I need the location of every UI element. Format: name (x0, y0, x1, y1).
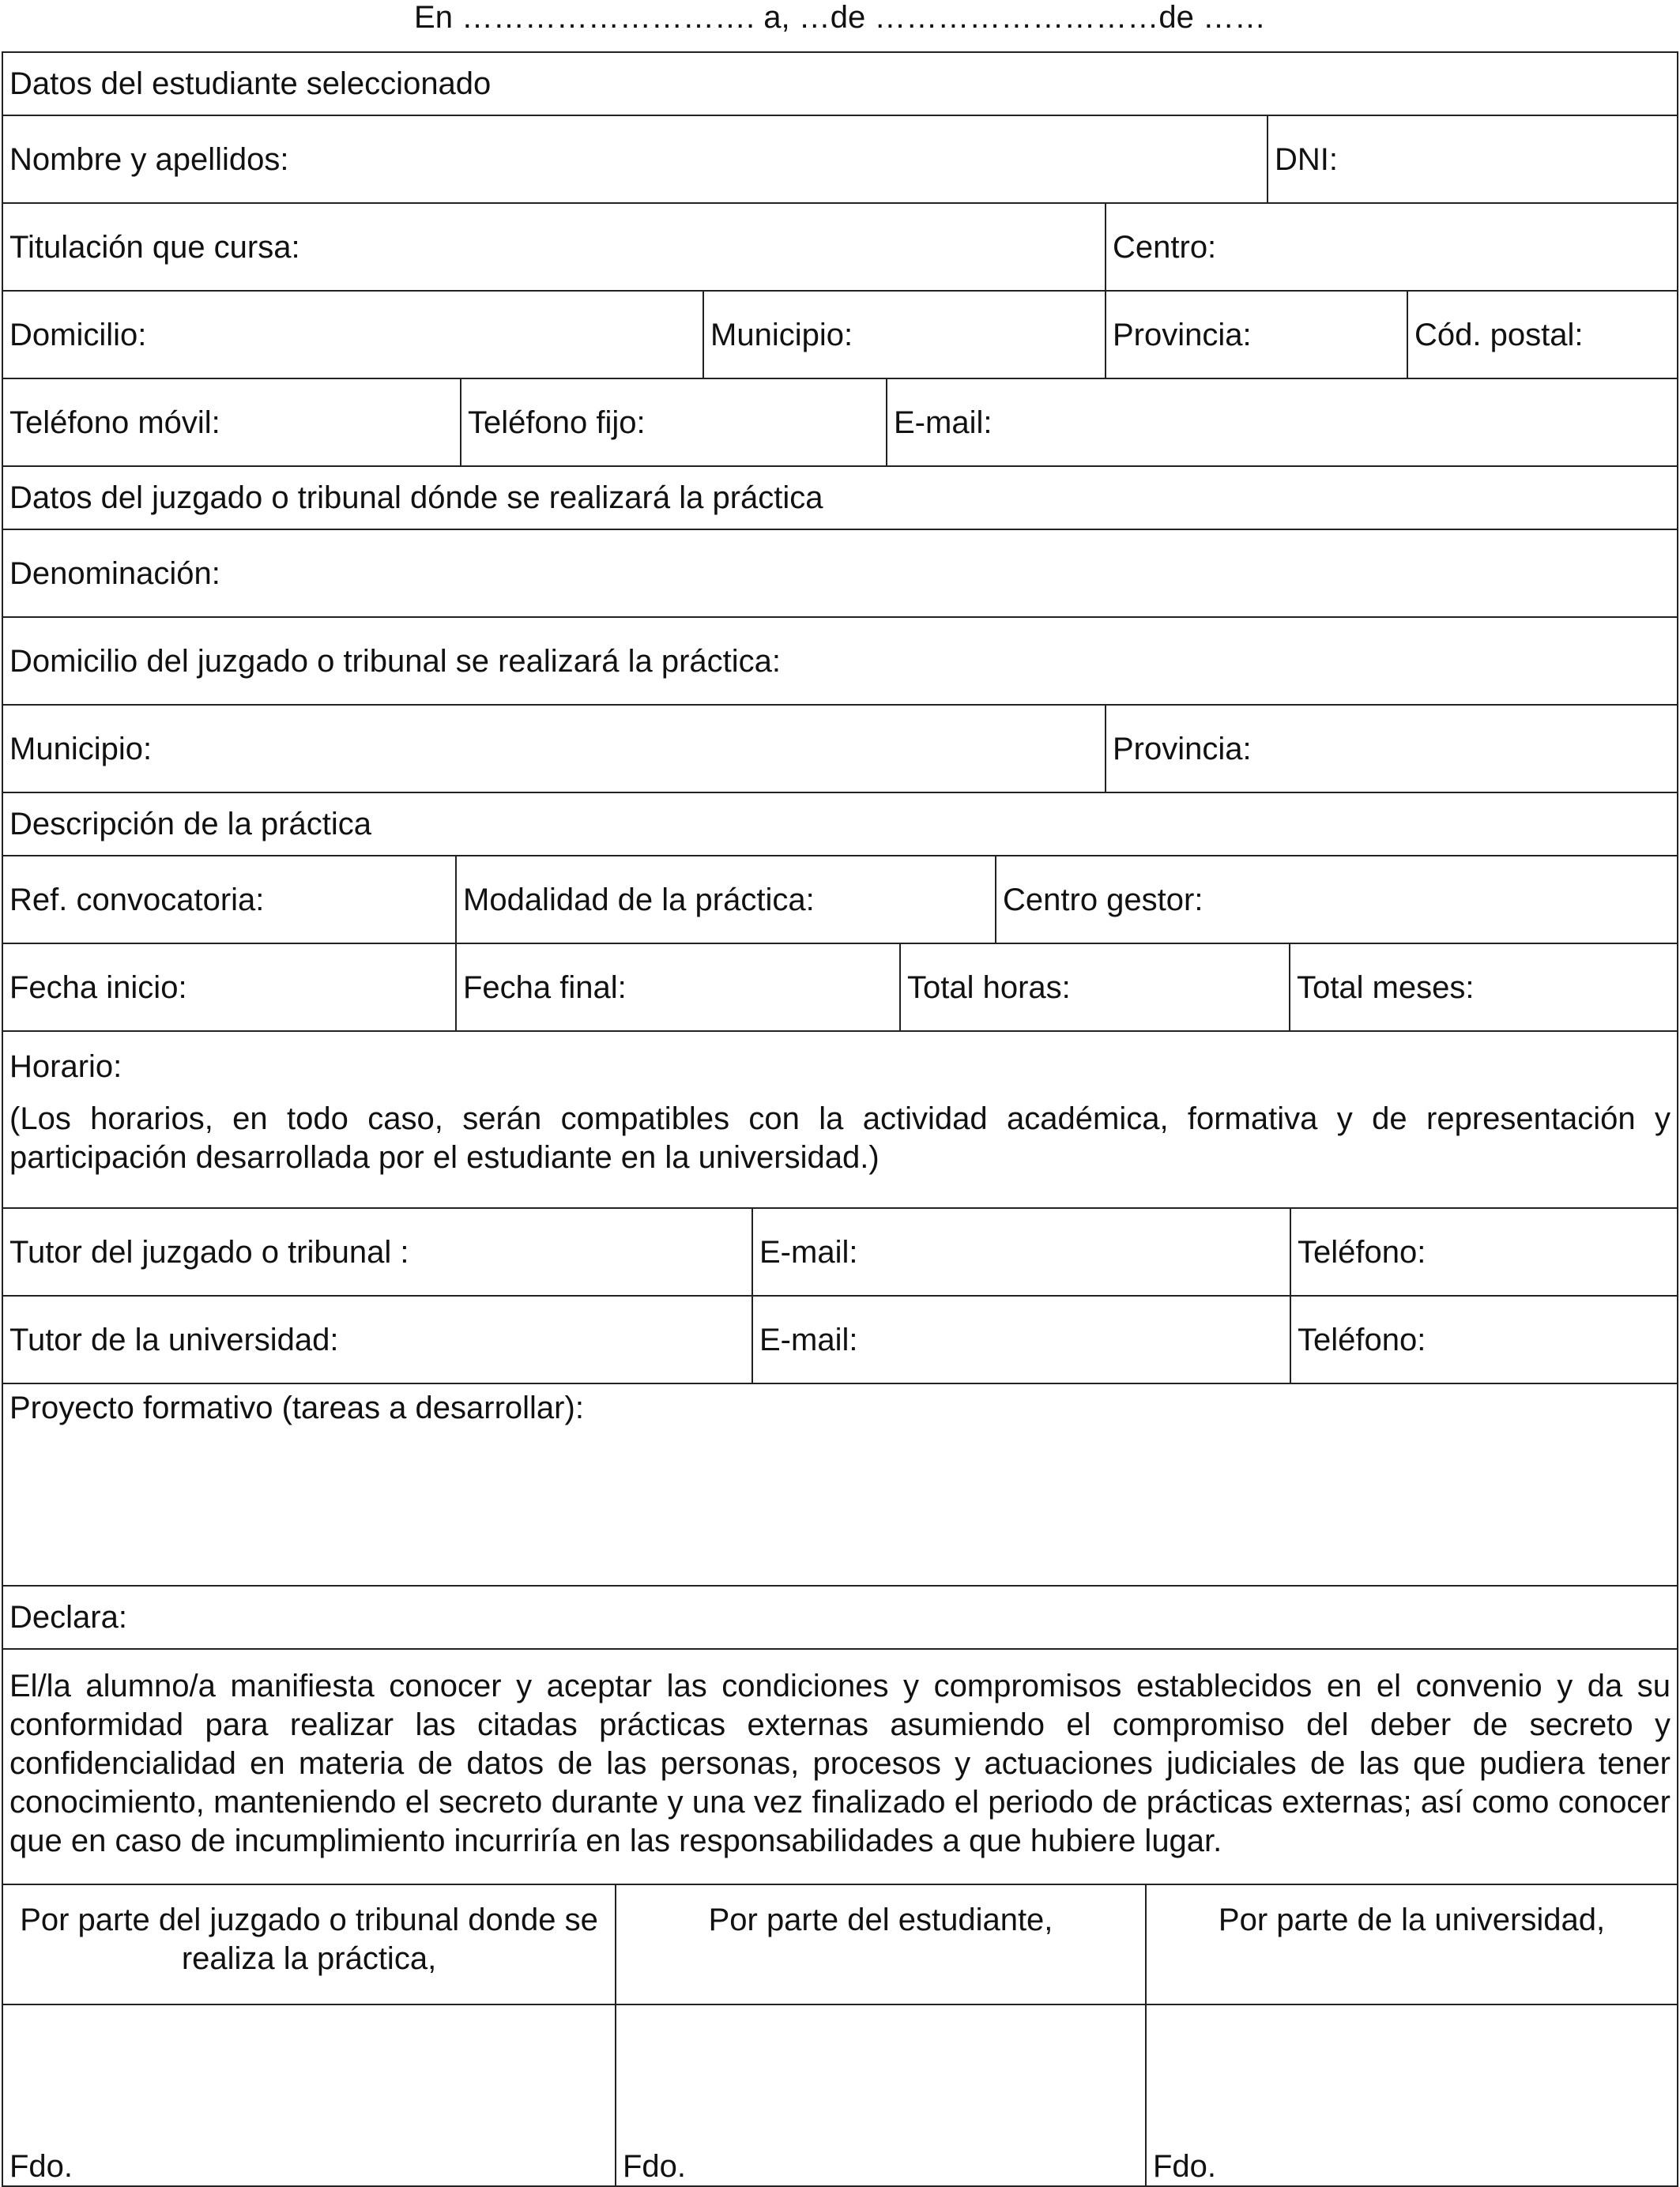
signature-court-box[interactable] (3, 2005, 615, 2185)
uni-tutor-email-field[interactable]: E-mail: (751, 1297, 1290, 1383)
project-field[interactable]: Proyecto formativo (tareas a desarrollar): (9, 1391, 584, 1425)
court-tutor-email-field[interactable]: E-mail: (751, 1209, 1290, 1295)
court-municipality-field[interactable]: Municipio: (9, 731, 153, 766)
student-postal-code-field[interactable]: Cód. postal: (1407, 292, 1677, 378)
student-province-field[interactable]: Provincia: (1105, 292, 1407, 378)
court-row-3 (2, 704, 1678, 793)
section-declare-header (2, 1585, 1678, 1650)
section-student-header (2, 51, 1678, 116)
declaration-row (2, 1648, 1678, 1885)
section-title-court: Datos del juzgado o tribunal dónde se realizará la práctica (9, 480, 823, 515)
student-email-field[interactable]: E-mail: (886, 379, 1677, 465)
project-row (2, 1383, 1678, 1587)
practice-row-1 (2, 855, 1678, 944)
signature-university-box[interactable] (1145, 2005, 1677, 2185)
signature-student-label: Por parte del estudiante, (615, 1885, 1145, 2004)
uni-tutor-field[interactable]: Tutor de la universidad: (9, 1322, 339, 1357)
student-row-2 (2, 202, 1678, 292)
practice-total-months-field[interactable]: Total meses: (1289, 944, 1677, 1030)
signature-court-label: Por parte del juzgado o tribunal donde se realiza la práctica, (20, 1903, 598, 1976)
section-title-declare: Declara: (9, 1600, 127, 1635)
signature-student-box[interactable] (615, 2005, 1145, 2185)
fdo-university: Fdo. (1153, 2149, 1217, 2184)
court-tutor-phone-field[interactable]: Teléfono: (1290, 1209, 1677, 1295)
section-court-header (2, 465, 1678, 530)
practice-start-date-field[interactable]: Fecha inicio: (9, 969, 187, 1005)
signature-university-label: Por parte de la universidad, (1145, 1885, 1677, 2004)
practice-form (2, 53, 1678, 2187)
uni-tutor-row (2, 1295, 1678, 1384)
student-dni-field[interactable]: DNI: (1267, 116, 1677, 202)
practice-total-hours-field[interactable]: Total horas: (899, 944, 1289, 1030)
student-municipality-field[interactable]: Municipio: (703, 292, 1105, 378)
section-title-student: Datos del estudiante seleccionado (9, 66, 492, 101)
uni-tutor-phone-field[interactable]: Teléfono: (1290, 1297, 1677, 1383)
practice-schedule-field[interactable] (3, 1032, 1677, 1207)
student-degree-field[interactable]: Titulación que cursa: (9, 229, 300, 265)
student-address-field[interactable]: Domicilio: (9, 317, 147, 352)
fdo-court: Fdo. (9, 2149, 73, 2184)
fdo-student: Fdo. (623, 2149, 687, 2184)
schedule-label: Horario: (9, 1049, 122, 1084)
signature-body-row (2, 2004, 1678, 2187)
section-practice-header (2, 792, 1678, 856)
student-landline-field[interactable]: Teléfono fijo: (460, 379, 886, 465)
declaration-text: El/la alumno/a manifiesta conocer y aceptar las condiciones y compromisos establecidos en el convenio y da su conformidad para realizar las citadas prácticas externas asumiendo el compromiso del deber de secreto y confidencialidad en materia de datos de las personas, procesos y actuaciones judiciales de las que pudiera tener conocimiento, manteniendo el secreto durante y una vez finalizado el periodo de prácticas externas; así como conocer que en caso de incumplimiento incurriría en las responsabilidades a que hubiere lugar. (9, 1669, 1671, 1858)
signature-header-row (2, 1884, 1678, 2005)
court-tutor-row (2, 1207, 1678, 1297)
student-row-1 (2, 115, 1678, 204)
practice-end-date-field[interactable]: Fecha final: (455, 944, 899, 1030)
student-row-4 (2, 378, 1678, 467)
practice-row-2 (2, 943, 1678, 1032)
practice-managing-center-field[interactable]: Centro gestor: (995, 856, 1677, 943)
date-line: En ………………………. a, …de ………………………de …… (414, 0, 1266, 35)
student-name-field[interactable]: Nombre y apellidos: (9, 141, 289, 177)
court-row-2 (2, 616, 1678, 706)
court-tutor-field[interactable]: Tutor del juzgado o tribunal : (9, 1234, 409, 1270)
practice-modality-field[interactable]: Modalidad de la práctica: (455, 856, 995, 943)
court-denomination-field[interactable]: Denominación: (9, 555, 220, 591)
court-row-1 (2, 529, 1678, 618)
practice-ref-field[interactable]: Ref. convocatoria: (9, 882, 265, 917)
court-address-field[interactable]: Domicilio del juzgado o tribunal se realizará la práctica: (9, 643, 782, 679)
section-title-practice: Descripción de la práctica (9, 807, 371, 841)
court-province-field[interactable]: Provincia: (1105, 706, 1677, 792)
student-center-field[interactable]: Centro: (1105, 204, 1677, 290)
practice-schedule-row (2, 1030, 1678, 1209)
schedule-note: (Los horarios, en todo caso, serán compatibles con la actividad académica, formativa y de representación y participación desarrollada por el estudiante en la universidad.) (9, 1101, 1671, 1175)
student-row-3 (2, 290, 1678, 379)
student-mobile-field[interactable]: Teléfono móvil: (9, 405, 220, 440)
